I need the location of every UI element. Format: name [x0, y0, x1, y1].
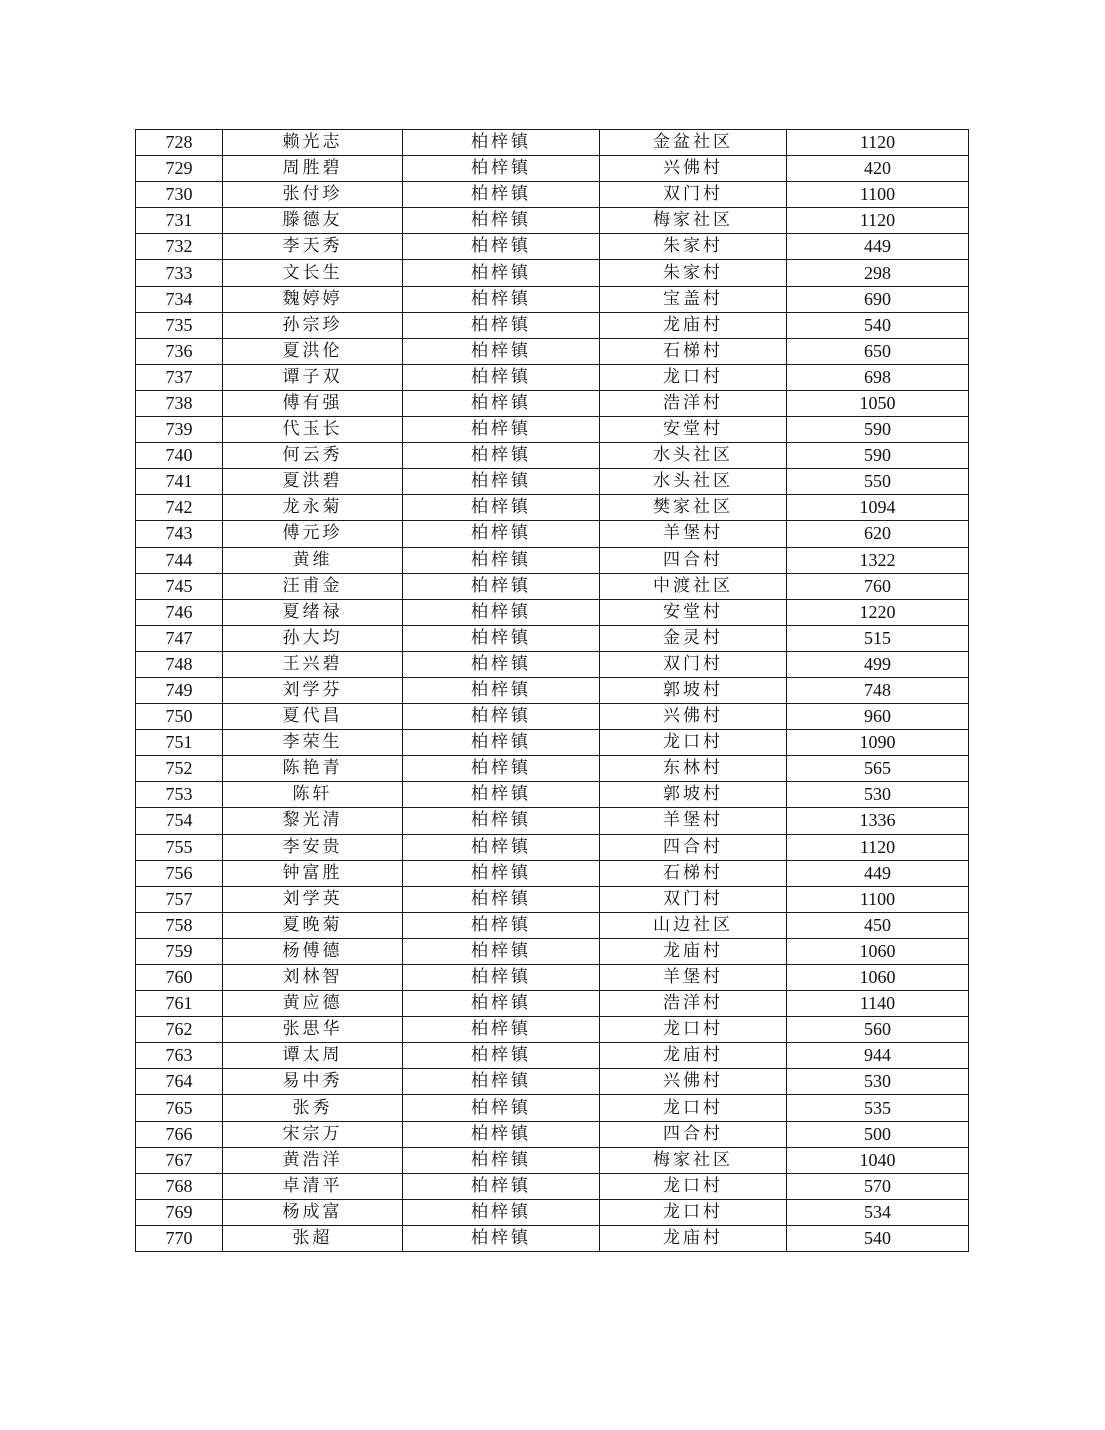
serial-number-cell: 762: [136, 1017, 223, 1043]
village-cell: 山边社区: [600, 912, 787, 938]
person-name-cell: 张思华: [223, 1017, 403, 1043]
person-name-cell: 汪甫金: [223, 573, 403, 599]
serial-number-cell: 770: [136, 1225, 223, 1251]
village-cell: 龙庙村: [600, 1225, 787, 1251]
village-cell: 朱家村: [600, 260, 787, 286]
person-name-cell: 夏洪伦: [223, 338, 403, 364]
village-cell: 龙口村: [600, 1199, 787, 1225]
table-row: [136, 260, 969, 286]
village-cell: 东林村: [600, 756, 787, 782]
person-name-cell: 张秀: [223, 1095, 403, 1121]
town-cell: 柏梓镇: [403, 260, 600, 286]
table-row: [136, 1225, 969, 1251]
person-name-cell: 夏绪禄: [223, 599, 403, 625]
village-cell: 兴佛村: [600, 704, 787, 730]
person-name-cell: 刘学芬: [223, 677, 403, 703]
town-cell: 柏梓镇: [403, 573, 600, 599]
village-cell: 四合村: [600, 1121, 787, 1147]
person-name-cell: 卓清平: [223, 1173, 403, 1199]
town-cell: 柏梓镇: [403, 156, 600, 182]
village-cell: 朱家村: [600, 234, 787, 260]
table-row: [136, 312, 969, 338]
table-row: [136, 782, 969, 808]
table-row: [136, 286, 969, 312]
village-cell: 石梯村: [600, 338, 787, 364]
town-cell: 柏梓镇: [403, 860, 600, 886]
serial-number-cell: 751: [136, 730, 223, 756]
amount-cell: 944: [787, 1043, 969, 1069]
serial-number-cell: 760: [136, 965, 223, 991]
table-row: [136, 1147, 969, 1173]
village-cell: 双门村: [600, 886, 787, 912]
person-name-cell: 黎光清: [223, 808, 403, 834]
town-cell: 柏梓镇: [403, 1043, 600, 1069]
amount-cell: 650: [787, 338, 969, 364]
village-cell: 金盆社区: [600, 130, 787, 156]
serial-number-cell: 732: [136, 234, 223, 260]
serial-number-cell: 733: [136, 260, 223, 286]
amount-cell: 1100: [787, 886, 969, 912]
village-cell: 郭坡村: [600, 782, 787, 808]
serial-number-cell: 764: [136, 1069, 223, 1095]
village-cell: 龙口村: [600, 1173, 787, 1199]
table-row: [136, 417, 969, 443]
amount-cell: 960: [787, 704, 969, 730]
table-row: [136, 443, 969, 469]
serial-number-cell: 729: [136, 156, 223, 182]
amount-cell: 570: [787, 1173, 969, 1199]
town-cell: 柏梓镇: [403, 1017, 600, 1043]
table-row: [136, 521, 969, 547]
person-name-cell: 张超: [223, 1225, 403, 1251]
village-cell: 四合村: [600, 834, 787, 860]
amount-cell: 590: [787, 417, 969, 443]
serial-number-cell: 758: [136, 912, 223, 938]
town-cell: 柏梓镇: [403, 1199, 600, 1225]
amount-cell: 449: [787, 234, 969, 260]
serial-number-cell: 730: [136, 182, 223, 208]
town-cell: 柏梓镇: [403, 286, 600, 312]
amount-cell: 560: [787, 1017, 969, 1043]
person-name-cell: 傅元珍: [223, 521, 403, 547]
table-row: [136, 1173, 969, 1199]
table-row: [136, 991, 969, 1017]
amount-cell: 500: [787, 1121, 969, 1147]
table-row: [136, 547, 969, 573]
serial-number-cell: 748: [136, 651, 223, 677]
amount-cell: 1100: [787, 182, 969, 208]
table-row: [136, 1017, 969, 1043]
town-cell: 柏梓镇: [403, 417, 600, 443]
amount-cell: 540: [787, 1225, 969, 1251]
serial-number-cell: 754: [136, 808, 223, 834]
amount-cell: 1094: [787, 495, 969, 521]
amount-cell: 1220: [787, 599, 969, 625]
amount-cell: 298: [787, 260, 969, 286]
town-cell: 柏梓镇: [403, 1173, 600, 1199]
amount-cell: 535: [787, 1095, 969, 1121]
table-row: [136, 808, 969, 834]
table-row: [136, 1121, 969, 1147]
town-cell: 柏梓镇: [403, 938, 600, 964]
serial-number-cell: 741: [136, 469, 223, 495]
village-cell: 浩洋村: [600, 991, 787, 1017]
village-cell: 兴佛村: [600, 1069, 787, 1095]
person-name-cell: 张付珍: [223, 182, 403, 208]
table-row: [136, 625, 969, 651]
serial-number-cell: 734: [136, 286, 223, 312]
person-name-cell: 赖光志: [223, 130, 403, 156]
table-row: [136, 1199, 969, 1225]
town-cell: 柏梓镇: [403, 521, 600, 547]
person-name-cell: 易中秀: [223, 1069, 403, 1095]
town-cell: 柏梓镇: [403, 1121, 600, 1147]
person-name-cell: 龙永菊: [223, 495, 403, 521]
town-cell: 柏梓镇: [403, 338, 600, 364]
table-row: [136, 1069, 969, 1095]
amount-cell: 530: [787, 782, 969, 808]
town-cell: 柏梓镇: [403, 1147, 600, 1173]
serial-number-cell: 731: [136, 208, 223, 234]
person-name-cell: 刘林智: [223, 965, 403, 991]
table-row: [136, 886, 969, 912]
table-row: [136, 1043, 969, 1069]
person-name-cell: 滕德友: [223, 208, 403, 234]
serial-number-cell: 737: [136, 364, 223, 390]
table-row: [136, 469, 969, 495]
table-row: [136, 756, 969, 782]
village-cell: 龙庙村: [600, 1043, 787, 1069]
village-cell: 宝盖村: [600, 286, 787, 312]
table-row: [136, 599, 969, 625]
village-cell: 四合村: [600, 547, 787, 573]
town-cell: 柏梓镇: [403, 912, 600, 938]
table-row: [136, 1095, 969, 1121]
table-row: [136, 938, 969, 964]
village-cell: 兴佛村: [600, 156, 787, 182]
serial-number-cell: 761: [136, 991, 223, 1017]
amount-cell: 698: [787, 364, 969, 390]
serial-number-cell: 765: [136, 1095, 223, 1121]
amount-cell: 1040: [787, 1147, 969, 1173]
amount-cell: 1120: [787, 130, 969, 156]
person-name-cell: 孙大均: [223, 625, 403, 651]
table-row: [136, 704, 969, 730]
table-row: [136, 338, 969, 364]
table-row: [136, 834, 969, 860]
person-name-cell: 夏洪碧: [223, 469, 403, 495]
person-name-cell: 代玉长: [223, 417, 403, 443]
table-row: [136, 730, 969, 756]
serial-number-cell: 768: [136, 1173, 223, 1199]
serial-number-cell: 738: [136, 390, 223, 416]
person-name-cell: 谭子双: [223, 364, 403, 390]
table-row: [136, 130, 969, 156]
town-cell: 柏梓镇: [403, 469, 600, 495]
serial-number-cell: 752: [136, 756, 223, 782]
serial-number-cell: 736: [136, 338, 223, 364]
village-cell: 安堂村: [600, 417, 787, 443]
town-cell: 柏梓镇: [403, 625, 600, 651]
town-cell: 柏梓镇: [403, 1069, 600, 1095]
village-cell: 龙庙村: [600, 938, 787, 964]
town-cell: 柏梓镇: [403, 599, 600, 625]
person-name-cell: 李荣生: [223, 730, 403, 756]
person-name-cell: 夏晚菊: [223, 912, 403, 938]
village-cell: 双门村: [600, 182, 787, 208]
village-cell: 羊堡村: [600, 808, 787, 834]
person-name-cell: 夏代昌: [223, 704, 403, 730]
amount-cell: 620: [787, 521, 969, 547]
amount-cell: 1336: [787, 808, 969, 834]
person-name-cell: 陈轩: [223, 782, 403, 808]
person-name-cell: 周胜碧: [223, 156, 403, 182]
town-cell: 柏梓镇: [403, 390, 600, 416]
table-row: [136, 651, 969, 677]
village-cell: 中渡社区: [600, 573, 787, 599]
serial-number-cell: 746: [136, 599, 223, 625]
village-cell: 梅家社区: [600, 208, 787, 234]
amount-cell: 1120: [787, 208, 969, 234]
table-row: [136, 364, 969, 390]
person-name-cell: 谭太周: [223, 1043, 403, 1069]
town-cell: 柏梓镇: [403, 886, 600, 912]
amount-cell: 1060: [787, 965, 969, 991]
town-cell: 柏梓镇: [403, 234, 600, 260]
table-row: [136, 390, 969, 416]
town-cell: 柏梓镇: [403, 834, 600, 860]
village-cell: 羊堡村: [600, 965, 787, 991]
person-name-cell: 钟富胜: [223, 860, 403, 886]
serial-number-cell: 769: [136, 1199, 223, 1225]
town-cell: 柏梓镇: [403, 965, 600, 991]
serial-number-cell: 759: [136, 938, 223, 964]
person-name-cell: 黄维: [223, 547, 403, 573]
town-cell: 柏梓镇: [403, 130, 600, 156]
amount-cell: 1050: [787, 390, 969, 416]
table-row: [136, 234, 969, 260]
town-cell: 柏梓镇: [403, 364, 600, 390]
amount-cell: 1322: [787, 547, 969, 573]
serial-number-cell: 767: [136, 1147, 223, 1173]
village-cell: 龙庙村: [600, 312, 787, 338]
person-name-cell: 何云秀: [223, 443, 403, 469]
person-name-cell: 魏婷婷: [223, 286, 403, 312]
village-cell: 安堂村: [600, 599, 787, 625]
person-name-cell: 宋宗万: [223, 1121, 403, 1147]
town-cell: 柏梓镇: [403, 782, 600, 808]
person-name-cell: 黄应德: [223, 991, 403, 1017]
serial-number-cell: 757: [136, 886, 223, 912]
roster-table-body: [136, 130, 969, 1252]
serial-number-cell: 750: [136, 704, 223, 730]
person-name-cell: 杨成富: [223, 1199, 403, 1225]
amount-cell: 760: [787, 573, 969, 599]
serial-number-cell: 749: [136, 677, 223, 703]
amount-cell: 590: [787, 443, 969, 469]
table-row: [136, 677, 969, 703]
serial-number-cell: 747: [136, 625, 223, 651]
person-name-cell: 文长生: [223, 260, 403, 286]
amount-cell: 499: [787, 651, 969, 677]
table-row: [136, 208, 969, 234]
town-cell: 柏梓镇: [403, 704, 600, 730]
amount-cell: 450: [787, 912, 969, 938]
town-cell: 柏梓镇: [403, 1225, 600, 1251]
person-name-cell: 李安贵: [223, 834, 403, 860]
town-cell: 柏梓镇: [403, 1095, 600, 1121]
village-cell: 双门村: [600, 651, 787, 677]
table-row: [136, 495, 969, 521]
amount-cell: 540: [787, 312, 969, 338]
town-cell: 柏梓镇: [403, 208, 600, 234]
town-cell: 柏梓镇: [403, 312, 600, 338]
amount-cell: 449: [787, 860, 969, 886]
town-cell: 柏梓镇: [403, 991, 600, 1017]
person-name-cell: 杨傅德: [223, 938, 403, 964]
village-cell: 郭坡村: [600, 677, 787, 703]
town-cell: 柏梓镇: [403, 756, 600, 782]
table-row: [136, 965, 969, 991]
village-cell: 金灵村: [600, 625, 787, 651]
amount-cell: 565: [787, 756, 969, 782]
village-cell: 龙口村: [600, 1095, 787, 1121]
town-cell: 柏梓镇: [403, 547, 600, 573]
amount-cell: 515: [787, 625, 969, 651]
serial-number-cell: 766: [136, 1121, 223, 1147]
person-name-cell: 孙宗珍: [223, 312, 403, 338]
village-cell: 羊堡村: [600, 521, 787, 547]
village-cell: 樊家社区: [600, 495, 787, 521]
serial-number-cell: 745: [136, 573, 223, 599]
amount-cell: 1140: [787, 991, 969, 1017]
person-name-cell: 陈艳青: [223, 756, 403, 782]
amount-cell: 690: [787, 286, 969, 312]
village-cell: 龙口村: [600, 1017, 787, 1043]
town-cell: 柏梓镇: [403, 182, 600, 208]
town-cell: 柏梓镇: [403, 651, 600, 677]
serial-number-cell: 755: [136, 834, 223, 860]
town-cell: 柏梓镇: [403, 730, 600, 756]
serial-number-cell: 735: [136, 312, 223, 338]
table-row: [136, 860, 969, 886]
amount-cell: 534: [787, 1199, 969, 1225]
serial-number-cell: 742: [136, 495, 223, 521]
serial-number-cell: 744: [136, 547, 223, 573]
amount-cell: 1120: [787, 834, 969, 860]
village-cell: 龙口村: [600, 730, 787, 756]
person-name-cell: 傅有强: [223, 390, 403, 416]
table-row: [136, 182, 969, 208]
table-row: [136, 156, 969, 182]
town-cell: 柏梓镇: [403, 495, 600, 521]
village-cell: 梅家社区: [600, 1147, 787, 1173]
village-cell: 浩洋村: [600, 390, 787, 416]
table-row: [136, 573, 969, 599]
village-cell: 水头社区: [600, 469, 787, 495]
serial-number-cell: 763: [136, 1043, 223, 1069]
roster-table: [135, 129, 969, 1252]
amount-cell: 748: [787, 677, 969, 703]
serial-number-cell: 743: [136, 521, 223, 547]
person-name-cell: 黄浩洋: [223, 1147, 403, 1173]
village-cell: 石梯村: [600, 860, 787, 886]
serial-number-cell: 753: [136, 782, 223, 808]
town-cell: 柏梓镇: [403, 808, 600, 834]
village-cell: 水头社区: [600, 443, 787, 469]
serial-number-cell: 739: [136, 417, 223, 443]
town-cell: 柏梓镇: [403, 677, 600, 703]
amount-cell: 1090: [787, 730, 969, 756]
serial-number-cell: 740: [136, 443, 223, 469]
village-cell: 龙口村: [600, 364, 787, 390]
table-row: [136, 912, 969, 938]
person-name-cell: 刘学英: [223, 886, 403, 912]
person-name-cell: 王兴碧: [223, 651, 403, 677]
amount-cell: 550: [787, 469, 969, 495]
amount-cell: 1060: [787, 938, 969, 964]
serial-number-cell: 728: [136, 130, 223, 156]
amount-cell: 420: [787, 156, 969, 182]
serial-number-cell: 756: [136, 860, 223, 886]
amount-cell: 530: [787, 1069, 969, 1095]
person-name-cell: 李天秀: [223, 234, 403, 260]
town-cell: 柏梓镇: [403, 443, 600, 469]
